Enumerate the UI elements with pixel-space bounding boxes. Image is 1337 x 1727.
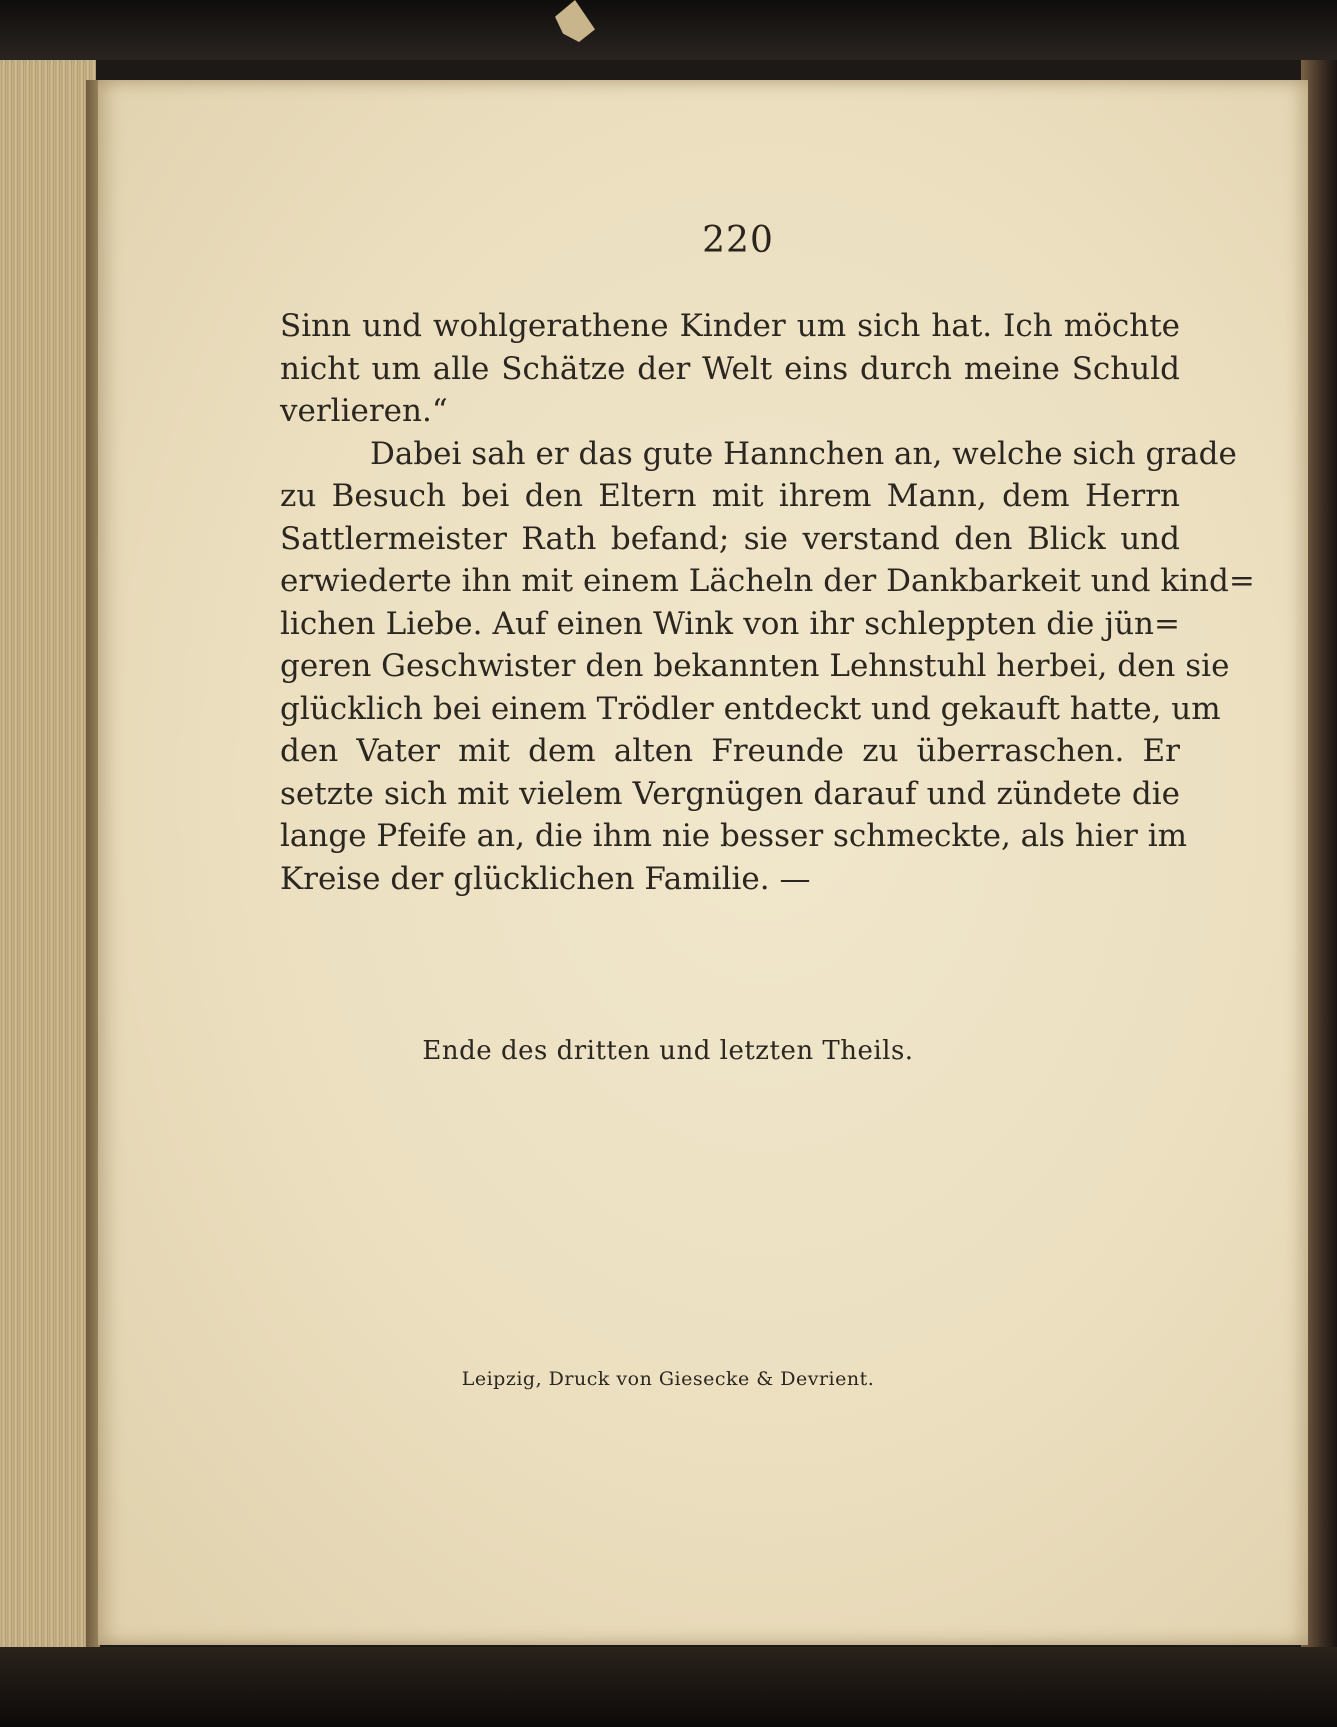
text-line: verlieren.“	[280, 393, 448, 429]
text-line: Dabei sah er das gute Hannchen an, welche sich grade	[370, 435, 1237, 472]
text-line: Sattlermeister Rath befand; sie verstand den Blick und	[280, 520, 1180, 557]
page-edges	[0, 60, 96, 1655]
text-line: glücklich bei einem Trödler entdeckt und gekauft hatte, um	[280, 690, 1221, 727]
text-line: geren Geschwister den bekannten Lehnstuhl herbei, den sie	[280, 648, 1230, 684]
printer-imprint: Leipzig, Druck von Giesecke & Devrient.	[461, 1368, 875, 1390]
text-line: erwiederte ihn mit einem Lächeln der Dankbarkeit und kind=	[280, 563, 1255, 599]
text-line: den Vater mit dem alten Freunde zu überraschen. Er	[280, 733, 1180, 769]
page-number: 220	[702, 220, 774, 261]
end-of-volume-note: Ende des dritten und letzten Theils.	[422, 1036, 914, 1066]
text-line: Sinn und wohlgerathene Kinder um sich hat. Ich möchte	[280, 308, 1180, 344]
book-cover-bottom	[0, 1647, 1337, 1727]
text-line: setzte sich mit vielem Vergnügen darauf und zündete die	[280, 775, 1180, 812]
text-line: nicht um alle Schätze der Welt eins durch meine Schuld	[280, 350, 1180, 387]
text-line: Kreise der glücklichen Familie. —	[280, 860, 811, 897]
text-line: zu Besuch bei den Eltern mit ihrem Mann, dem Herrn	[280, 478, 1180, 514]
book-cover-top	[0, 0, 1337, 60]
text-line: lange Pfeife an, die ihm nie besser schmeckte, als hier im	[280, 818, 1188, 854]
text-line: lichen Liebe. Auf einen Wink von ihr schleppten die jün=	[280, 605, 1180, 642]
body-text	[280, 305, 1255, 900]
